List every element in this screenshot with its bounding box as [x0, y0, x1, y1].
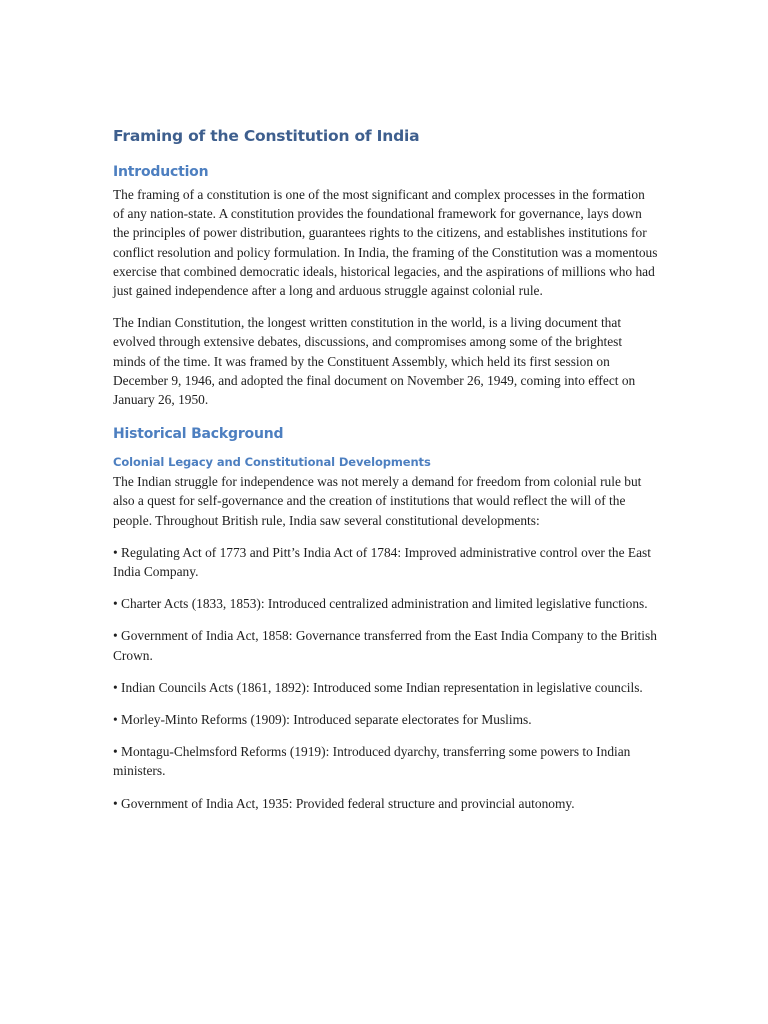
document-body — [113, 124, 658, 826]
list-item: • Government of India Act, 1858: Governance transferred from the East India Company to the British Crown. — [113, 628, 657, 663]
document-title: Framing of the Constitution of India — [113, 127, 420, 145]
list-item: • Montagu-Chelmsford Reforms (1919): Introduced dyarchy, transferring some powers to Indian ministers. — [113, 744, 631, 779]
intro-paragraph-2: The Indian Constitution, the longest written constitution in the world, is a living document that evolved through extensive debates, discussions, and compromises among some of the brightest minds of the time. It was framed by the Constituent Assembly, which held its first session on December 9, 1946, and adopted the final document on November 26, 1949, coming into effect on January 26, 1950. — [113, 315, 636, 408]
list-item: • Indian Councils Acts (1861, 1892): Introduced some Indian representation in legislative councils. — [113, 679, 643, 695]
list-item: • Regulating Act of 1773 and Pitt’s India Act of 1784: Improved administrative control over the East India Company. — [113, 544, 651, 580]
list-item: • Government of India Act, 1935: Provided federal structure and provincial autonomy. — [113, 795, 575, 811]
constitutional-developments-list — [113, 543, 658, 813]
heading-introduction: Introduction — [113, 164, 209, 180]
historical-paragraph: The Indian struggle for independence was not merely a demand for freedom from colonial rule but also a quest for self-governance and the creation of institutions that would reflect the will of the people. Throughout British rule, India saw several constitutional developments: — [113, 474, 642, 528]
list-item: • Morley-Minto Reforms (1909): Introduced separate electorates for Muslims. — [113, 712, 532, 728]
intro-paragraph-1: The framing of a constitution is one of the most significant and complex processes in the formation of any nation-state. A constitution provides the foundational framework for governance, lays down the principles of power distribution, guarantees rights to the citizens, and establishes institutions for conflict resolution and policy formulation. In India, the framing of the Constitution was a momentous exercise that combined democratic ideals, historical legacies, and the aspirations of millions who had just gained independence after a long and arduous struggle against colonial rule. — [113, 187, 658, 299]
list-item: • Charter Acts (1833, 1853): Introduced centralized administration and limited legislative functions. — [113, 596, 648, 612]
subheading-colonial-legacy: Colonial Legacy and Constitutional Developments — [113, 455, 431, 470]
heading-historical-background: Historical Background — [113, 426, 284, 443]
